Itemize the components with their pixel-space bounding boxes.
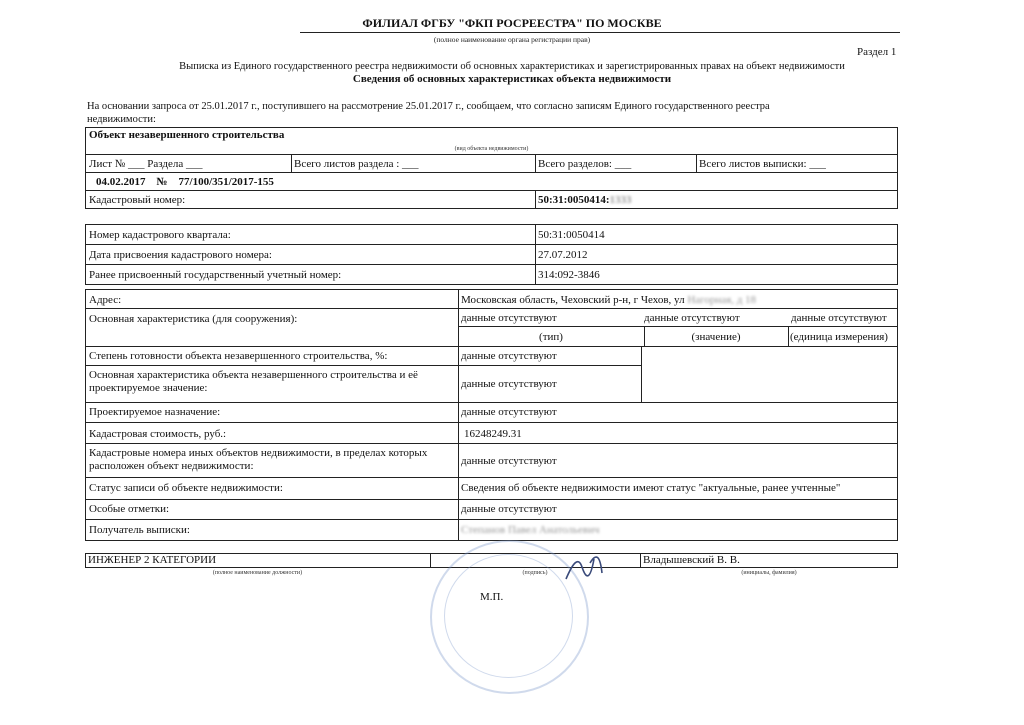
cadastral-number-value: 50:31:0050414:1333 (538, 194, 632, 206)
divider (85, 519, 898, 520)
divider (535, 154, 536, 172)
sheets-in-section: Всего листов раздела : ___ (294, 158, 419, 170)
record-status-label: Статус записи об объекте недвижимости: (89, 482, 283, 494)
object-type-caption: (вид объекта недвижимости) (454, 146, 529, 152)
intro-text: На основании запроса от 25.01.2017 г., поступившего на рассмотрение 25.01.2017 г., сообщаем, что согласно записям Единого государственного реестра (87, 101, 770, 112)
main-characteristic-value: данные отсутствуют (644, 312, 740, 324)
recipient-value: Степанов Павел Анатольевич (461, 524, 600, 536)
assignment-date-value: 27.07.2012 (538, 249, 588, 261)
position-caption: (полное наименование должности) (212, 570, 303, 576)
divider (85, 477, 898, 478)
section-number: Раздел 1 (857, 46, 897, 58)
purpose-label: Проектируемое назначение: (89, 406, 221, 418)
organization-caption: (полное наименование органа регистрации прав) (433, 35, 591, 44)
divider (85, 346, 898, 347)
name-caption: (инициалы, фамилия) (741, 570, 797, 576)
divider (291, 154, 292, 172)
other-objects-label: Кадастровые номера иных объектов недвижимости, в пределах которых расположен объект недвижимости: (89, 447, 428, 472)
readiness-value: данные отсутствуют (461, 350, 557, 362)
signer-name: Владышевский В. В. (643, 554, 740, 566)
document-title: Выписка из Единого государственного реестра недвижимости об основных характеристиках и зарегистрированных правах на объект недвижимости (179, 61, 845, 72)
seal-stamp-inner (444, 554, 573, 678)
divider (85, 365, 641, 366)
divider (85, 422, 898, 423)
readiness-label: Степень готовности объекта незавершенного строительства, %: (89, 350, 388, 362)
cadastral-cost-label: Кадастровая стоимость, руб.: (89, 428, 227, 440)
sheets-total: Всего листов выписки: ___ (699, 158, 826, 170)
caption-value: (значение) (691, 331, 741, 343)
signer-position: ИНЖЕНЕР 2 КАТЕГОРИИ (88, 554, 217, 566)
sheet-number: Лист № ___ Раздела ___ (89, 158, 203, 170)
main-characteristic-unit: данные отсутствуют (791, 312, 887, 324)
seal-place: М.П. (480, 591, 504, 603)
divider (85, 443, 898, 444)
caption-type: (тип) (539, 331, 563, 343)
divider (85, 402, 898, 403)
divider (85, 308, 898, 309)
assignment-date-label: Дата присвоения кадастрового номера: (89, 249, 272, 261)
special-marks-value: данные отсутствуют (461, 503, 557, 515)
divider (696, 154, 697, 172)
divider (535, 224, 536, 285)
special-marks-label: Особые отметки: (89, 503, 170, 515)
organization-title: ФИЛИАЛ ФГБУ "ФКП РОСРЕЕСТРА" ПО МОСКВЕ (362, 16, 662, 30)
divider (535, 190, 536, 209)
divider (85, 499, 898, 500)
handwritten-signature (560, 545, 610, 585)
cadastral-quarter-label: Номер кадастрового квартала: (89, 229, 231, 241)
address-label: Адрес: (89, 294, 122, 306)
address-value: Московская область, Чеховский р-н, г Чехов, ул Нагорная, д 18 (461, 294, 757, 306)
caption-unit: (единица измерения) (790, 331, 888, 343)
main-characteristic-label: Основная характеристика (для сооружения): (89, 313, 298, 325)
unfinished-characteristic-value: данные отсутствуют (461, 378, 557, 390)
sections-total: Всего разделов: ___ (538, 158, 632, 170)
unfinished-characteristic-label: Основная характеристика объекта незавершенного строительства и её проектируемое значение: (89, 369, 418, 394)
header-underline (300, 32, 900, 33)
intro-text-continued: недвижимости: (87, 114, 156, 125)
purpose-value: данные отсутствуют (461, 406, 557, 418)
object-type: Объект незавершенного строительства (89, 129, 285, 141)
cadastral-cost-value: 16248249.31 (464, 428, 522, 440)
divider (85, 264, 898, 265)
divider (85, 154, 898, 155)
divider (430, 553, 431, 568)
recipient-label: Получатель выписки: (89, 524, 190, 536)
divider (85, 244, 898, 245)
signature-caption: (подпись) (522, 570, 548, 576)
other-objects-value: данные отсутствуют (461, 455, 557, 467)
divider (85, 172, 898, 173)
address-redacted: Нагорная, д 18 (687, 294, 757, 306)
date-and-number: 04.02.2017 № 77/100/351/2017-155 (96, 176, 274, 188)
document-subtitle: Сведения об основных характеристиках объекта недвижимости (352, 73, 672, 85)
previous-number-value: 314:092-3846 (538, 269, 600, 281)
cadastral-number-label: Кадастровый номер: (89, 194, 186, 206)
divider (640, 553, 641, 568)
record-status-value: Сведения об объекте недвижимости имеют статус "актуальные, ранее учтенные" (461, 482, 841, 494)
divider (458, 326, 898, 327)
divider (788, 326, 789, 346)
main-characteristic-type: данные отсутствуют (461, 312, 557, 324)
cadastral-number-redacted: 1333 (609, 194, 632, 206)
cadastral-quarter-value: 50:31:0050414 (538, 229, 605, 241)
previous-number-label: Ранее присвоенный государственный учетный номер: (89, 269, 342, 281)
divider (85, 190, 898, 191)
divider (641, 346, 642, 402)
